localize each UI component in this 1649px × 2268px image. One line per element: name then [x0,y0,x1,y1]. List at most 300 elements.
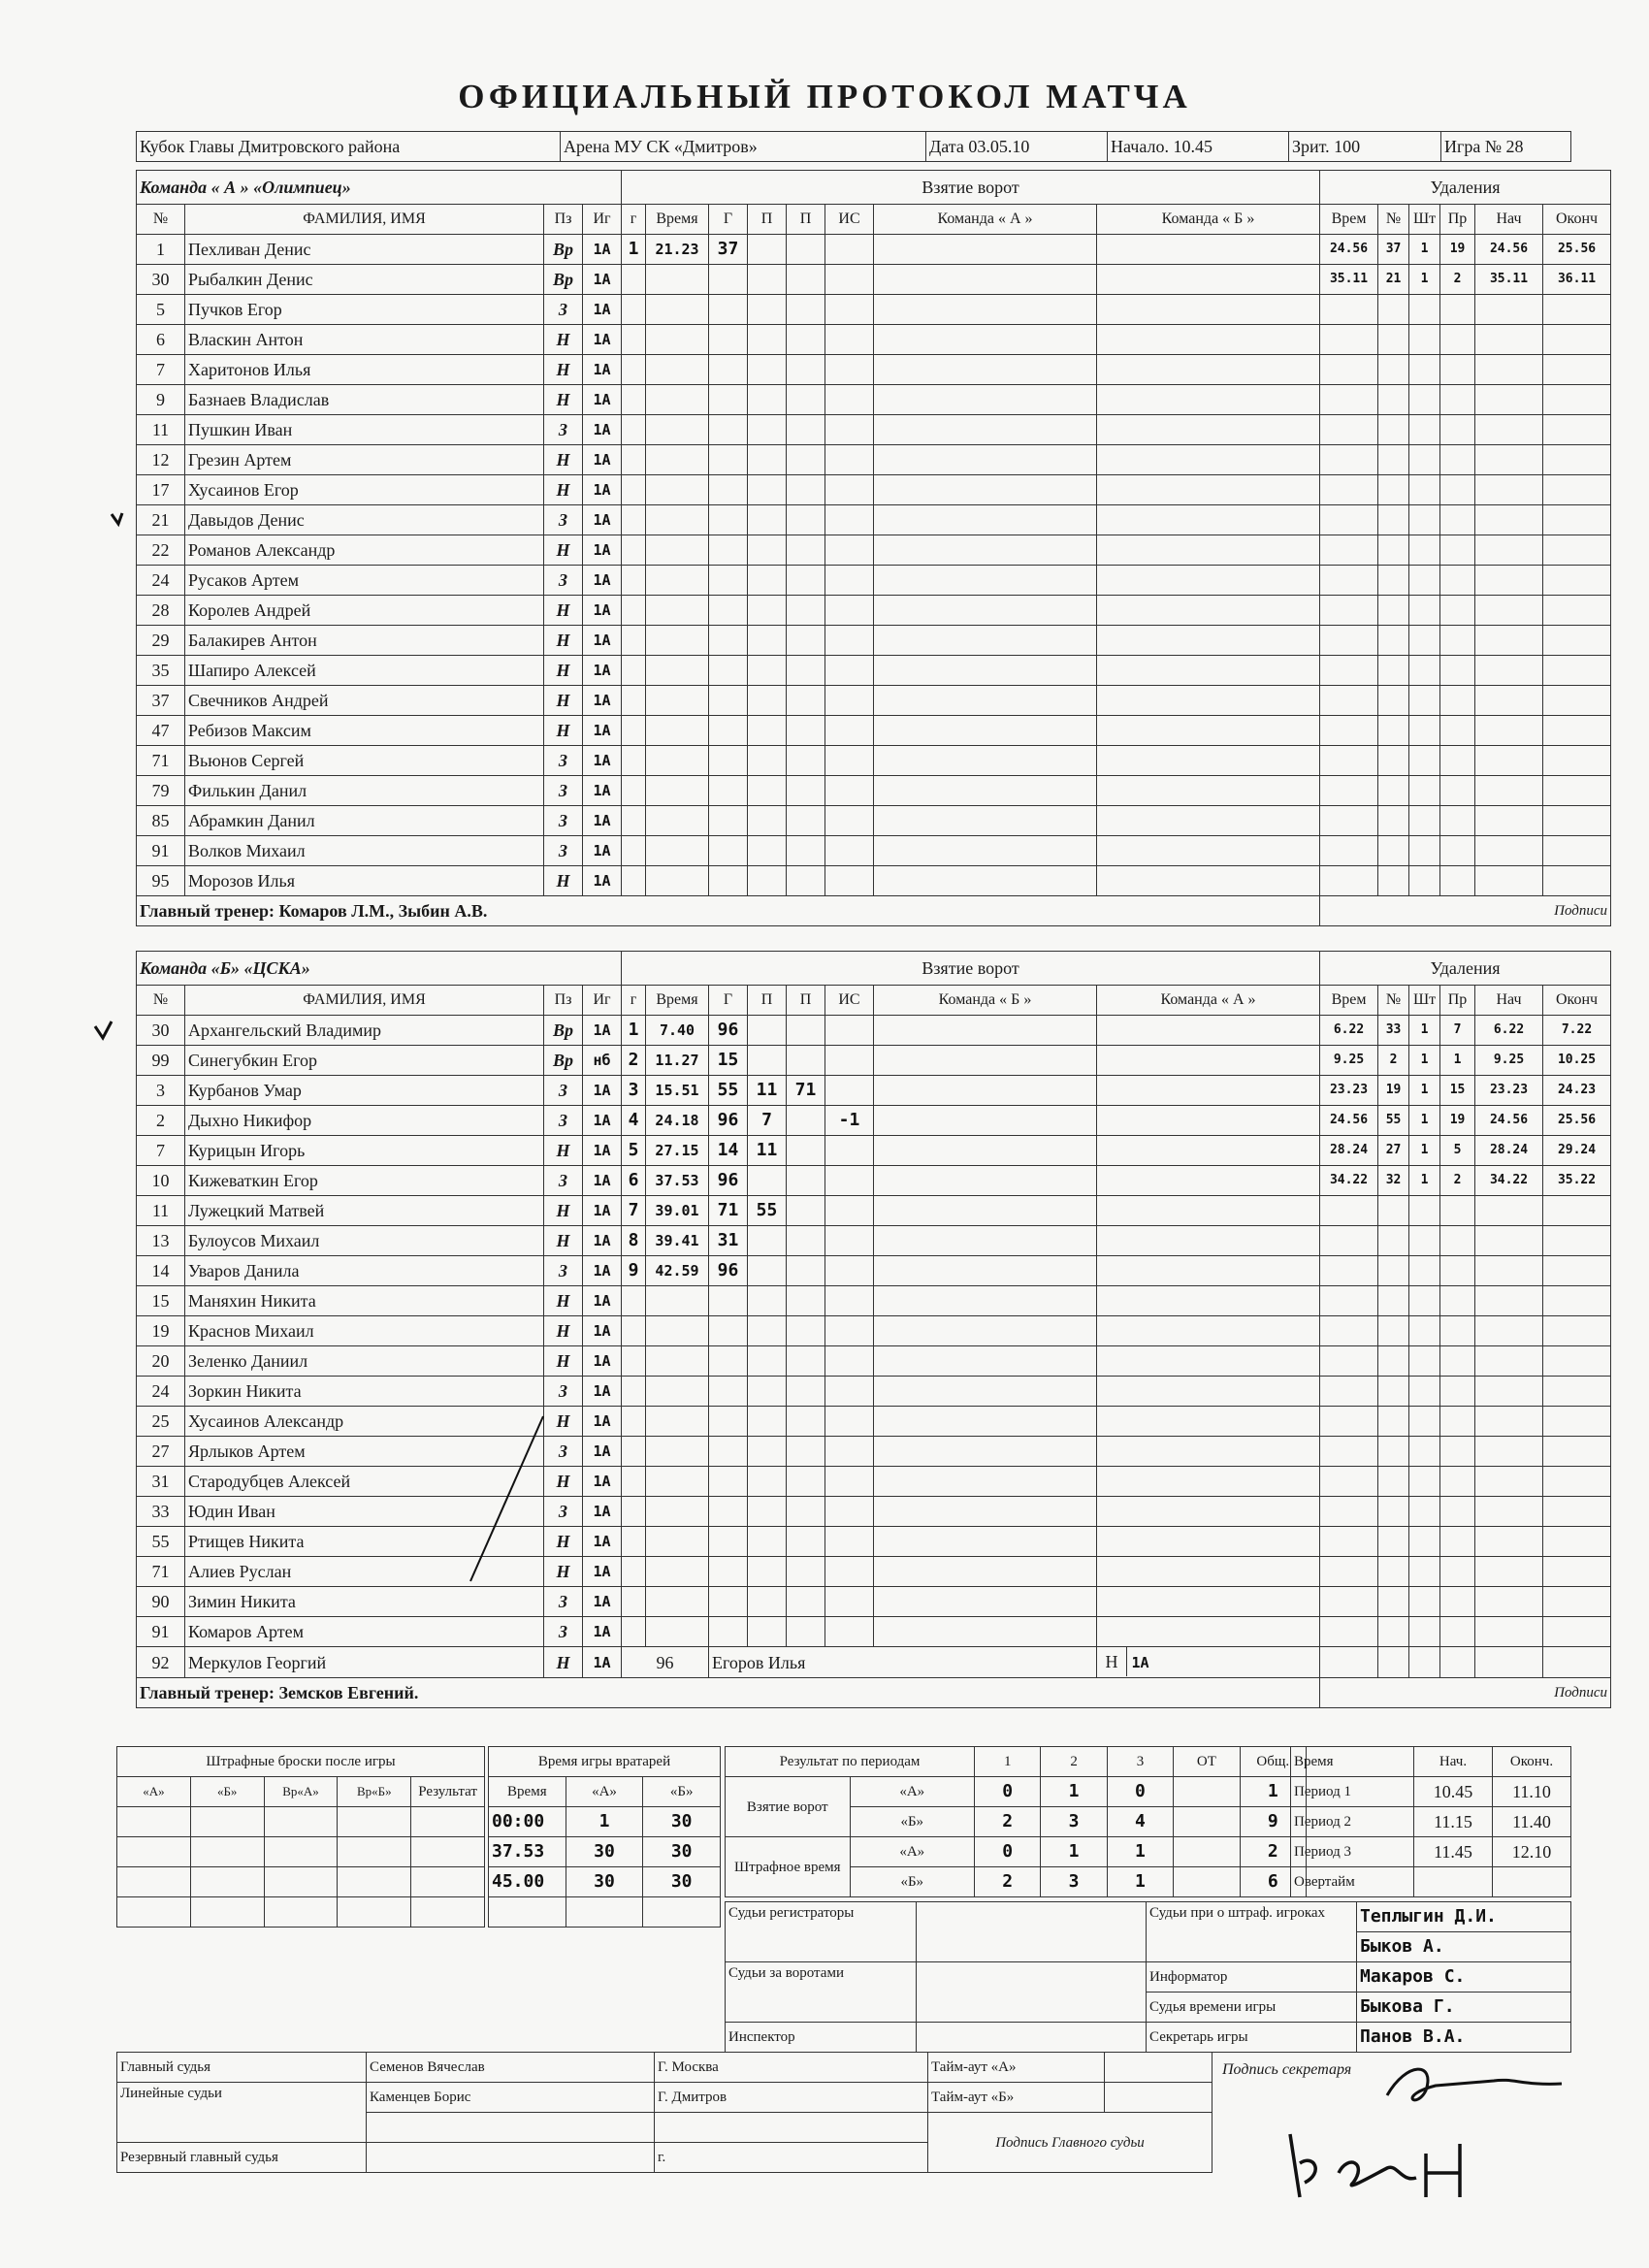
player-name: Стародубцев Алексей [185,1467,544,1497]
judges-goal-label: Судьи за воротами [726,1962,917,2023]
player-pos: Н [544,1557,583,1587]
player-mark: 1A [583,385,622,415]
secretary-name: Панов В.А. [1357,2023,1571,2053]
goal-P1 [748,1166,787,1196]
player-mark: 1A [583,1437,622,1467]
player-name: Хусаинов Егор [185,475,544,505]
period-col: ОТ [1174,1747,1240,1777]
player-name: Пучков Егор [185,295,544,325]
col-pen-start: Нач [1475,986,1543,1016]
player-mark: 1A [583,1407,622,1437]
table-row [137,265,1611,295]
match-date: Дата 03.05.10 [926,132,1108,162]
pen-time: 23.23 [1320,1076,1378,1106]
table-row [137,1226,1611,1256]
goal-time: 27.15 [646,1136,709,1166]
player-name: Пушкин Иван [185,415,544,445]
player-mark: 1A [583,325,622,355]
table-row [137,836,1611,866]
goals-b: 4 [1107,1807,1173,1837]
col-is: ИС [825,986,874,1016]
periods-title: Результат по периодам [726,1747,975,1777]
col-goal: Г [709,986,748,1016]
player-name: Зимин Никита [185,1587,544,1617]
player-num: 71 [137,746,185,776]
table-row [137,1497,1611,1527]
col-played: Иг [583,986,622,1016]
goals-b [1174,1807,1240,1837]
goal-G: 96 [709,1256,748,1286]
gk-time: 45.00 [489,1867,566,1897]
shootout-col: «А» [117,1777,191,1807]
player-pos: Н [544,385,583,415]
table-row [137,535,1611,566]
player-mark: 1A [583,566,622,596]
col-pen-end: Оконч [1543,986,1611,1016]
player-num: 47 [137,716,185,746]
signatures-label: Подписи [1320,1678,1611,1708]
player-num: 21 [137,505,185,535]
pen-start: 24.56 [1475,1106,1543,1136]
goal-IS [825,1016,874,1046]
player-name: Ребизов Максим [185,716,544,746]
table-row [137,776,1611,806]
player-pos: Н [544,325,583,355]
team-title: Команда « А » «Олимпиец» [137,171,622,205]
goal-g: 3 [622,1076,646,1106]
player-pos: З [544,505,583,535]
goal-P2 [787,1106,825,1136]
player-num: 2 [137,1106,185,1136]
player-mark: 1A [583,596,622,626]
coach: Главный тренер: Земсков Евгений. [137,1678,1320,1708]
col-goal: Г [709,205,748,235]
period-start: 10.45 [1414,1777,1493,1807]
goal-G: 55 [709,1076,748,1106]
col-pos: Пз [544,986,583,1016]
player-pos: Н [544,445,583,475]
player-num: 7 [137,355,185,385]
shootout-col: Результат [411,1777,485,1807]
timekeeper-name: Быкова Г. [1357,1993,1571,2023]
period-col: Общ. [1240,1747,1306,1777]
gk-time: 00:00 [489,1807,566,1837]
table-row [137,1256,1611,1286]
page-title: ОФИЦИАЛЬНЫЙ ПРОТОКОЛ МАТЧА [458,78,1191,115]
extra-player-pos: Н [1097,1647,1127,1676]
table-row [137,1617,1611,1647]
timeout-a: Тайм-аут «А» [928,2053,1105,2083]
player-pos: Н [544,1136,583,1166]
player-pos: Н [544,1196,583,1226]
goal-time: 21.23 [646,235,709,265]
player-name: Меркулов Георгий [185,1647,544,1678]
player-num: 91 [137,836,185,866]
player-num: 37 [137,686,185,716]
shootout-title: Штрафные броски после игры [117,1747,485,1777]
col-pen-start: Нач [1475,205,1543,235]
player-pos: Н [544,686,583,716]
table-row [137,505,1611,535]
arena: Арена МУ СК «Дмитров» [561,132,926,162]
pen-judge-name: Теплыгин Д.И. [1357,1902,1571,1932]
goal-IS [825,1166,874,1196]
pen-time: 24.56 [1320,235,1378,265]
player-num: 22 [137,535,185,566]
signatures-label: Подписи [1320,896,1611,926]
player-mark: 1A [583,656,622,686]
gk-a: 1 [566,1807,643,1837]
player-mark: 1A [583,1106,622,1136]
goal-P2 [787,235,825,265]
col-assist1: П [748,205,787,235]
table-row [137,1587,1611,1617]
player-name: Давыдов Денис [185,505,544,535]
goals-b: 2 [975,1807,1041,1837]
table-row [137,716,1611,746]
goal-P1: 11 [748,1136,787,1166]
col-num: № [137,205,185,235]
table-row [137,1407,1611,1437]
pen-num: 37 [1378,235,1409,265]
goal-G: 14 [709,1136,748,1166]
penalty-label: Штрафное время [726,1837,851,1897]
pen-a: 2 [1240,1837,1306,1867]
chief-label: Главный судья [117,2053,367,2083]
player-name: Зоркин Никита [185,1377,544,1407]
goal-P1: 11 [748,1076,787,1106]
period-start [1414,1867,1493,1897]
pen-end: 10.25 [1543,1046,1611,1076]
player-name: Юдин Иван [185,1497,544,1527]
period-end: 11.40 [1493,1807,1571,1837]
player-name: Дыхно Никифор [185,1106,544,1136]
player-mark: 1A [583,1076,622,1106]
pen-pr: 2 [1440,265,1475,295]
player-pos: З [544,746,583,776]
line-label: Линейные судьи [117,2083,367,2143]
goals-a: 0 [1107,1777,1173,1807]
player-mark: 1A [583,866,622,896]
player-num: 11 [137,1196,185,1226]
player-mark: 1A [583,686,622,716]
player-name: Ртищев Никита [185,1527,544,1557]
goal-G: 15 [709,1046,748,1076]
pen-pr: 7 [1440,1016,1475,1046]
team-b-short: «Б» [850,1867,975,1897]
player-mark: 1A [583,1587,622,1617]
pen-pr: 1 [1440,1046,1475,1076]
player-num: 11 [137,415,185,445]
goal-g: 5 [622,1136,646,1166]
team_b-table [136,951,1611,1708]
player-mark: 1A [583,806,622,836]
player-num: 90 [137,1587,185,1617]
goal-g: 2 [622,1046,646,1076]
player-mark: 1A [583,355,622,385]
goal-IS [825,1196,874,1226]
pen-a: 0 [975,1837,1041,1867]
player-mark: 1A [583,1196,622,1226]
pen-time: 6.22 [1320,1016,1378,1046]
team-b-short: «Б» [850,1807,975,1837]
table-row [137,1316,1611,1346]
player-num: 92 [137,1647,185,1678]
goals-header: Взятие ворот [622,171,1320,205]
goal-P1 [748,1256,787,1286]
pen-a: 1 [1107,1837,1173,1867]
player-mark: 1A [583,1016,622,1046]
pen-b: 1 [1107,1867,1173,1897]
goal-time: 15.51 [646,1076,709,1106]
goal-IS [825,1256,874,1286]
player-num: 31 [137,1467,185,1497]
player-mark: 1A [583,445,622,475]
pen-start: 23.23 [1475,1076,1543,1106]
pen-num: 2 [1378,1046,1409,1076]
player-name: Зеленко Даниил [185,1346,544,1377]
pen-end: 7.22 [1543,1016,1611,1046]
gk-col-a: «А» [566,1777,643,1807]
col-pen-num: № [1378,205,1409,235]
col-time: Время [646,205,709,235]
table-row [137,866,1611,896]
gk-title: Время игры вратарей [489,1747,721,1777]
extra-player-name: Егоров Илья [709,1647,1097,1678]
pen-num: 32 [1378,1166,1409,1196]
officials-table [725,1901,1571,2053]
player-mark: 1A [583,1557,622,1587]
player-name: Курицын Игорь [185,1136,544,1166]
goal-g: 1 [622,235,646,265]
pen-num: 27 [1378,1136,1409,1166]
pen-sht: 1 [1409,1046,1440,1076]
table-row [137,1377,1611,1407]
pen-pr: 19 [1440,1106,1475,1136]
inspector-label: Инспектор [726,2023,917,2053]
col-assist2: П [787,205,825,235]
table-row [137,686,1611,716]
time-title: Время [1291,1747,1414,1777]
pen-num: 21 [1378,265,1409,295]
player-mark: 1A [583,1286,622,1316]
pen-start: 28.24 [1475,1136,1543,1166]
player-mark: 1A [583,1256,622,1286]
col-is: ИС [825,205,874,235]
player-num: 20 [137,1346,185,1377]
table-row [137,746,1611,776]
table-row [137,1196,1611,1226]
pen-end: 25.56 [1543,1106,1611,1136]
strike-line [466,1411,553,1591]
goal-time: 39.01 [646,1196,709,1226]
player-pos: З [544,1377,583,1407]
col-g: г [622,205,646,235]
col-pen-time: Врем [1320,205,1378,235]
competition: Кубок Главы Дмитровского района [137,132,561,162]
goal-P2 [787,1196,825,1226]
player-name: Маняхин Никита [185,1286,544,1316]
goal-IS [825,1226,874,1256]
goals-label: Взятие ворот [726,1777,851,1837]
informer-label: Информатор [1147,1962,1357,1993]
table-row [137,1647,1611,1678]
col-team-opp: Команда « А » [1097,986,1320,1016]
player-pos: З [544,566,583,596]
goal-G: 31 [709,1226,748,1256]
referees-table [116,2052,1212,2173]
period-start: 11.15 [1414,1807,1493,1837]
period-label: Период 3 [1291,1837,1414,1867]
period-col: 2 [1041,1747,1107,1777]
goal-P2 [787,1046,825,1076]
shootout-col: «Б» [190,1777,264,1807]
table-row [137,1106,1611,1136]
player-num: 5 [137,295,185,325]
pen-a [1174,1837,1240,1867]
player-name: Грезин Артем [185,445,544,475]
player-num: 33 [137,1497,185,1527]
penalties-header: Удаления [1320,952,1611,986]
goal-P1 [748,1226,787,1256]
team-b-section [136,951,1608,1708]
period-col: 1 [975,1747,1041,1777]
table-row [137,385,1611,415]
timeout-b: Тайм-аут «Б» [928,2083,1105,2113]
period-label: Овертайм [1291,1867,1414,1897]
shootout-col: Вр«А» [264,1777,338,1807]
table-row [137,475,1611,505]
pen-start: 34.22 [1475,1166,1543,1196]
time-col-start: Нач. [1414,1747,1493,1777]
player-name: Филькин Данил [185,776,544,806]
goal-P2 [787,1256,825,1286]
goals-a: 1 [1041,1777,1107,1807]
player-name: Лужецкий Матвей [185,1196,544,1226]
player-pos: Вр [544,1016,583,1046]
gk-col-b: «Б» [643,1777,721,1807]
extra-player-num: 96 [622,1647,709,1678]
player-name: Курбанов Умар [185,1076,544,1106]
col-pen-time: Врем [1320,986,1378,1016]
player-num: 10 [137,1166,185,1196]
pen-sht: 1 [1409,265,1440,295]
table-row [137,806,1611,836]
player-num: 91 [137,1617,185,1647]
player-name: Базнаев Владислав [185,385,544,415]
player-name: Королев Андрей [185,596,544,626]
player-pos: З [544,806,583,836]
gk-time: 37.53 [489,1837,566,1867]
pen-end: 35.22 [1543,1166,1611,1196]
player-mark: 1A [583,235,622,265]
goal-g: 4 [622,1106,646,1136]
player-pos: Н [544,355,583,385]
shootout-table [116,1746,485,1928]
player-pos: З [544,415,583,445]
col-team-opp: Команда « Б » [1097,205,1320,235]
goal-G: 96 [709,1016,748,1046]
player-num: 79 [137,776,185,806]
goals-b: 3 [1041,1807,1107,1837]
pen-start: 6.22 [1475,1016,1543,1046]
goal-P1 [748,1016,787,1046]
goalkeeper-time-table [488,1746,721,1928]
player-mark: 1A [583,475,622,505]
informer-name: Макаров С. [1357,1962,1571,1993]
table-row [137,1527,1611,1557]
timekeeper-label: Судья времени игры [1147,1993,1357,2023]
goal-g: 7 [622,1196,646,1226]
player-num: 24 [137,1377,185,1407]
player-mark: 1A [583,1617,622,1647]
pen-time: 34.22 [1320,1166,1378,1196]
gk-b: 30 [643,1837,721,1867]
player-pos: Н [544,1226,583,1256]
pen-end: 36.11 [1543,265,1611,295]
player-pos: Н [544,596,583,626]
player-name: Булоусов Михаил [185,1226,544,1256]
period-results-table [725,1746,1307,1897]
player-name: Хусаинов Александр [185,1407,544,1437]
pen-pr: 2 [1440,1166,1475,1196]
table-row [137,445,1611,475]
time-col-end: Оконч. [1493,1747,1571,1777]
player-num: 85 [137,806,185,836]
player-name: Алиев Руслан [185,1557,544,1587]
table-row [137,566,1611,596]
table-row [137,325,1611,355]
pen-end: 24.23 [1543,1076,1611,1106]
player-mark: 1A [583,1467,622,1497]
goal-time: 42.59 [646,1256,709,1286]
table-row [137,1286,1611,1316]
player-mark: 1A [583,626,622,656]
table-row [137,1076,1611,1106]
shootout-col: Вр«Б» [338,1777,411,1807]
pen-sht: 1 [1409,1136,1440,1166]
goals-a: 1 [1240,1777,1306,1807]
player-pos: З [544,1587,583,1617]
player-name: Русаков Артем [185,566,544,596]
team-a-short: «А» [850,1777,975,1807]
goal-g: 9 [622,1256,646,1286]
table-row [137,596,1611,626]
player-num: 1 [137,235,185,265]
goal-g: 8 [622,1226,646,1256]
pen-a: 1 [1041,1837,1107,1867]
table-row [137,415,1611,445]
col-pen-sht: Шт [1409,986,1440,1016]
goal-P2 [787,1016,825,1046]
player-pos: Н [544,656,583,686]
pen-start: 9.25 [1475,1046,1543,1076]
table-row [137,1557,1611,1587]
pen-pr: 5 [1440,1136,1475,1166]
col-name: ФАМИЛИЯ, ИМЯ [185,986,544,1016]
pen-b [1174,1867,1240,1897]
table-row [137,1346,1611,1377]
chief-city: Г. Москва [655,2053,928,2083]
spectators: Зрит. 100 [1289,132,1441,162]
reserve-label: Резервный главный судья [117,2143,367,2173]
col-pos: Пз [544,205,583,235]
player-name: Пехливан Денис [185,235,544,265]
player-pos: Н [544,1316,583,1346]
player-name: Комаров Артем [185,1617,544,1647]
goal-P2 [787,1136,825,1166]
chief-signature [1280,2115,1533,2212]
